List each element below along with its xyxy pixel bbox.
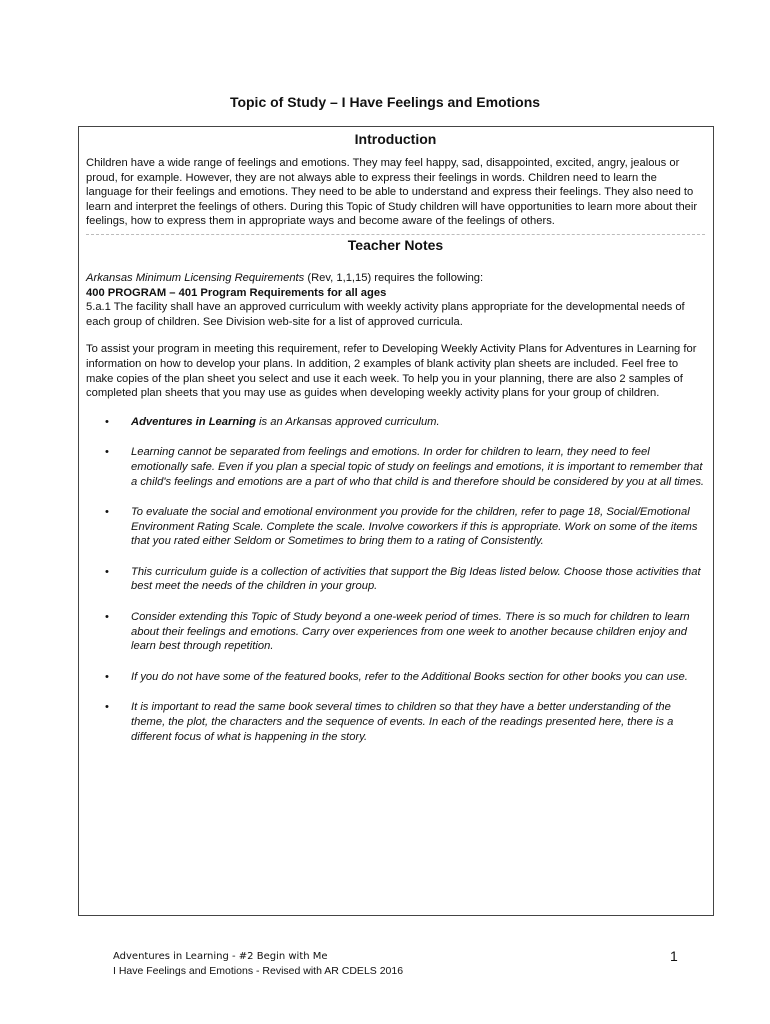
list-item-text: To evaluate the social and emotional environment you provide for the children, refer to page 18, Social/Emotional Environment Rating Scale. Complete the scale. Involve coworkers if this is appropriate. Work on some of the items that you rated either Seldom or Sometimes to bring them to a rating of Consistently. (131, 506, 698, 548)
bullet-icon: • (105, 701, 109, 714)
bullet-icon: • (105, 446, 109, 459)
list-item (86, 700, 705, 744)
list-item-text: Learning cannot be separated from feelings and emotions. In order for children to learn, they need to feel emotionally safe. Even if you plan a special topic of study on feelings and emotions, it is important to remember that a child's feelings and emotions are a part of who that child is and therefore should be considered by you at all times. (131, 446, 705, 488)
program-requirements-text: 5.a.1 The facility shall have an approved curriculum with weekly activity plans appropriate for the developmental needs of each group of children. See Division web-site for a list of approved curricula. (86, 301, 685, 328)
bullet-icon: • (105, 611, 109, 624)
page-footer (113, 950, 403, 978)
teacher-notes-list (86, 415, 705, 745)
curriculum-name: Adventures in Learning (131, 415, 256, 428)
section-divider (86, 234, 705, 235)
bullet-icon: • (105, 506, 109, 519)
bullet-icon: • (105, 670, 109, 683)
assist-paragraph: To assist your program in meeting this requirement, refer to Developing Weekly Activity Plans for Adventures in Learning for information on how to develop your plans. In addition, 2 examples of blank activity plan sheets are included. Feel free to make copies of the plan sheet you select and use it each week. To help you in your planning, there are also 2 samples of completed plan sheets that you may use as guides when developing weekly activity plans for your group of children. (86, 343, 697, 400)
content-box (78, 126, 714, 916)
list-item (86, 610, 705, 654)
program-requirements-heading: 400 PROGRAM – 401 Program Requirements for all ages (86, 286, 387, 299)
footer-series-title: Adventures in Learning - #2 Begin with Me (113, 951, 328, 962)
licensing-requirements-text: (Rev, 1,1,15) requires the following: (304, 271, 484, 284)
page-title: Topic of Study – I Have Feelings and Emotions (229, 94, 541, 110)
intro-heading: Introduction (354, 131, 437, 147)
list-item (86, 505, 705, 549)
list-item-text: Consider extending this Topic of Study beyond a one-week period of times. There is so much for children to learn about their feelings and emotions. Carry over experiences from one week to another because children enjoy and learn best through repetition. (131, 611, 690, 653)
list-item (86, 445, 705, 489)
licensing-requirements-title: Arkansas Minimum Licensing Requirements (86, 271, 305, 284)
list-item (86, 565, 705, 594)
licensing-requirements-paragraph (86, 271, 705, 329)
intro-paragraph: Children have a wide range of feelings and emotions. They may feel happy, sad, disappointed, excited, angry, jealous or proud, for example. However, they are not always able to express their feelings in words. Children need to learn the language for their feelings and emotions. They need to be able to understand and express their feelings. They also need to learn and interpret the feelings of others. During this Topic of Study children will have opportunities to learn more about their feelings, how to express them in appropriate ways and become aware of the feelings of others. (86, 157, 698, 228)
teacher-notes-heading: Teacher Notes (347, 236, 444, 253)
list-item-text: is an Arkansas approved curriculum. (255, 415, 440, 428)
bullet-icon: • (105, 415, 109, 428)
list-item (86, 415, 705, 430)
page-number: 1 (670, 948, 678, 964)
bullet-icon: • (105, 565, 109, 578)
list-item-text: If you do not have some of the featured books, refer to the Additional Books section for other books you can use. (131, 670, 688, 683)
list-item (86, 670, 705, 685)
list-item-text: This curriculum guide is a collection of activities that support the Big Ideas listed below. Choose those activities that best meet the needs of the children in your group. (131, 565, 701, 593)
footer-topic-title: I Have Feelings and Emotions - Revised with AR CDELS 2016 (113, 965, 404, 977)
list-item-text: It is important to read the same book several times to children so that they have a better understanding of the theme, the plot, the characters and the sequence of events. In each of the readings presented here, there is a different focus of what is happening in the story. (131, 701, 674, 743)
